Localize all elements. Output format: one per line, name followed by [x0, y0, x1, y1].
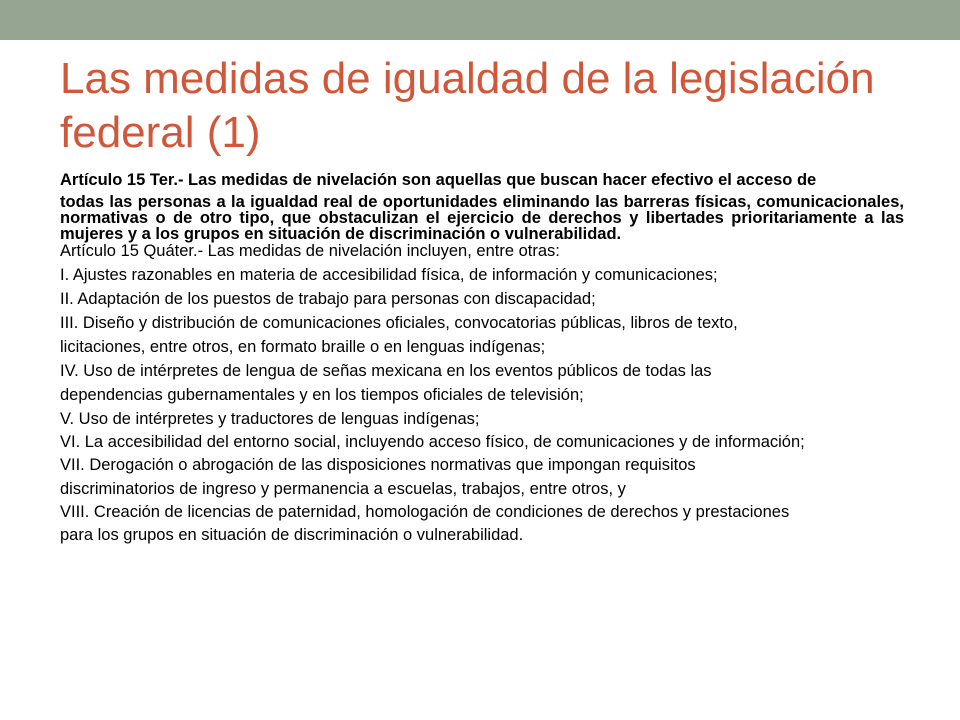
article-15-quater-intro: Artículo 15 Quáter.- Las medidas de nivelación incluyen, entre otras:	[60, 242, 560, 260]
list-item: III. Diseño y distribución de comunicaciones oficiales, convocatorias públicas, libros de texto,	[60, 314, 738, 332]
list-item: V. Uso de intérpretes y traductores de lenguas indígenas;	[60, 410, 480, 428]
article-15-ter-line-1: Artículo 15 Ter.- Las medidas de nivelación son aquellas que buscan hacer efectivo el acceso de	[60, 171, 817, 189]
slide-content	[60, 172, 904, 550]
list-item: IV. Uso de intérpretes de lengua de señas mexicana en los eventos públicos de todas las	[60, 362, 712, 380]
list-item: dependencias gubernamentales y en los tiempos oficiales de televisión;	[60, 386, 584, 404]
list-item: II. Adaptación de los puestos de trabajo para personas con discapacidad;	[60, 290, 596, 308]
list-item: VI. La accesibilidad del entorno social, incluyendo acceso físico, de comunicaciones y de información;	[60, 433, 805, 451]
list-item: VIII. Creación de licencias de paternidad, homologación de condiciones de derechos y prestaciones	[60, 503, 790, 521]
list-item: I. Ajustes razonables en materia de accesibilidad física, de información y comunicaciones;	[60, 266, 718, 284]
top-accent-bar	[0, 0, 960, 40]
article-15-ter-body: todas las personas a la igualdad real de oportunidades eliminando las barreras físicas, comunicacionales, normativas o de otro tipo, que obstaculizan el ejercicio de derechos y libertades prioritariamente a las mujeres y a los grupos en situación de discriminación o vulnerabilidad.	[60, 193, 904, 243]
list-item: VII. Derogación o abrogación de las disposiciones normativas que impongan requisitos	[60, 456, 696, 474]
slide-title: Las medidas de igualdad de la legislación federal (1)	[60, 54, 875, 157]
list-item: discriminatorios de ingreso y permanencia a escuelas, trabajos, entre otros, y	[60, 480, 626, 498]
list-item: para los grupos en situación de discriminación o vulnerabilidad.	[60, 526, 524, 544]
list-item: licitaciones, entre otros, en formato braille o en lenguas indígenas;	[60, 338, 546, 356]
